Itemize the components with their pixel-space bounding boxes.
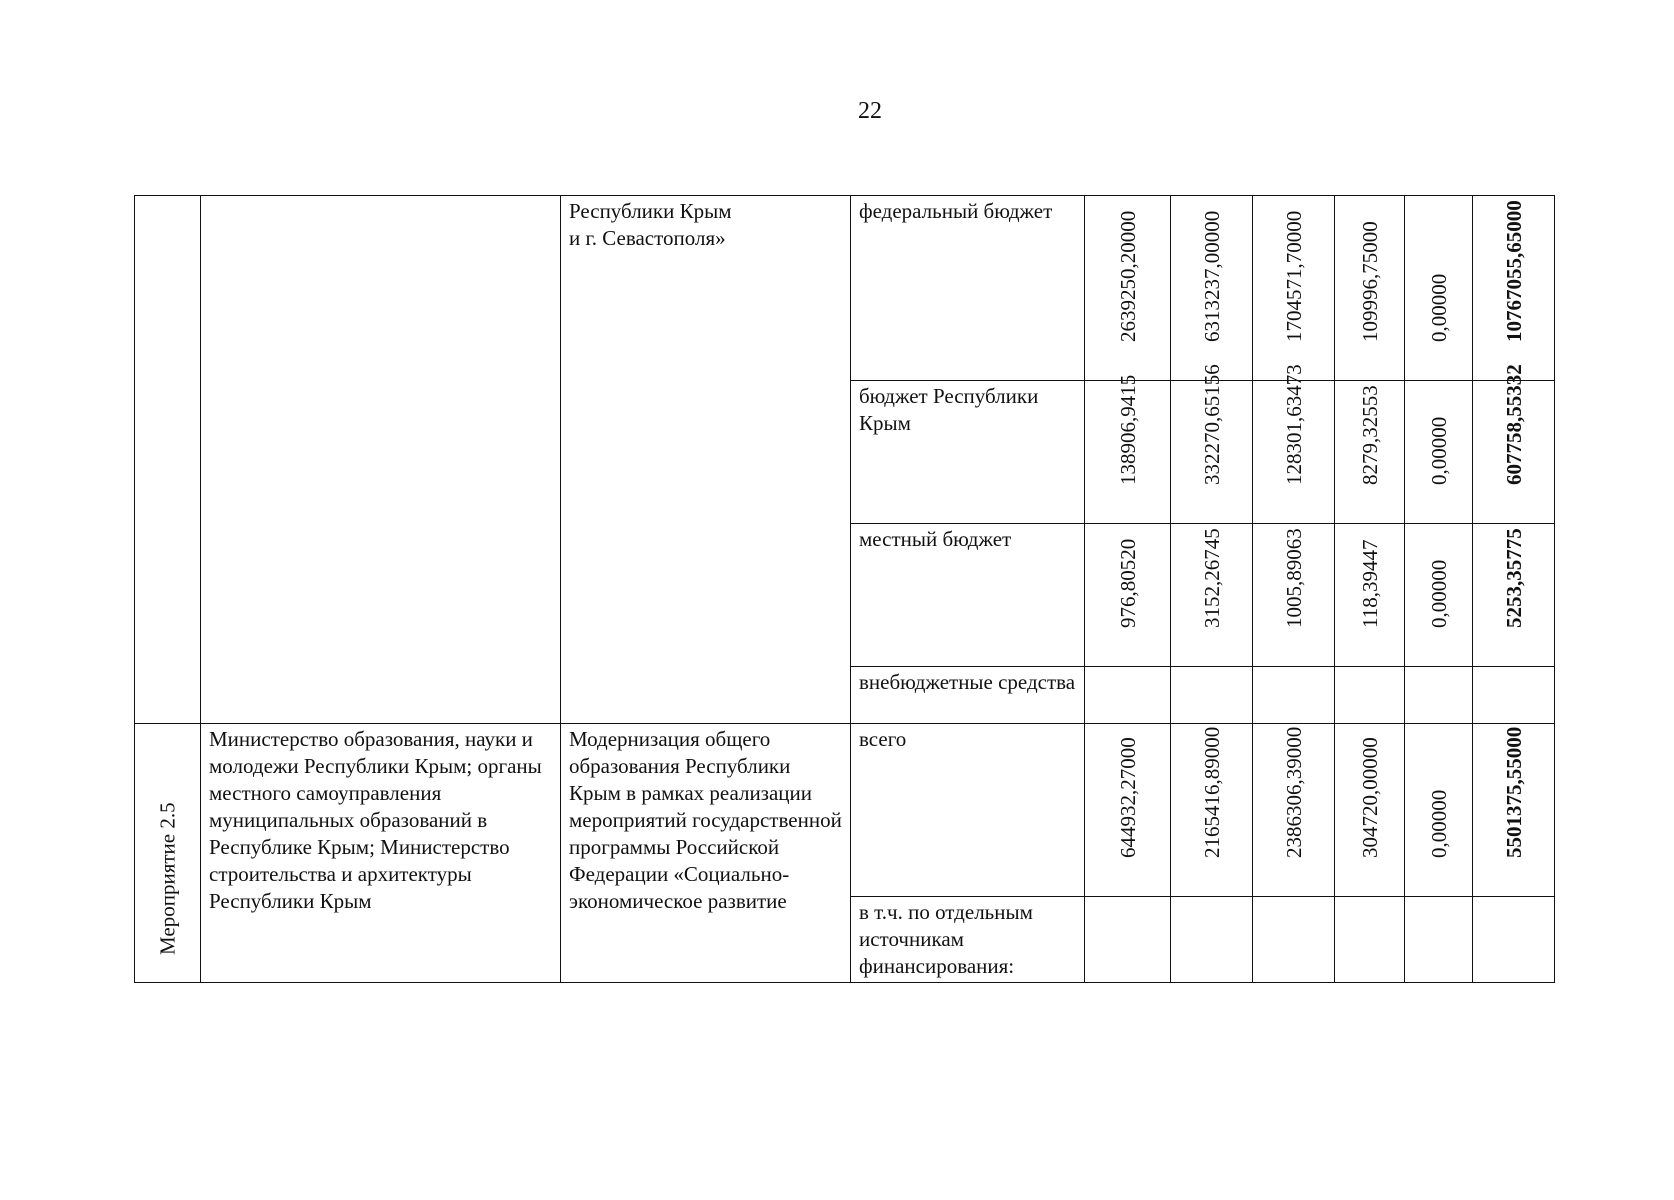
value-cell: 0,00000 (1405, 524, 1473, 667)
value-cell: 6313237,00000 (1171, 196, 1253, 381)
value-cell (1253, 897, 1335, 983)
value-cell (1253, 667, 1335, 724)
value-cell: 2386306,39000 (1253, 724, 1335, 897)
value-cell: 128301,63473 (1253, 381, 1335, 524)
page-number: 22 (858, 98, 882, 124)
executors-cell-continued (201, 196, 561, 724)
value-cell (1171, 897, 1253, 983)
measure-name-continued: Республики Крым и г. Севастополя» (561, 196, 851, 724)
financing-table (134, 195, 1555, 983)
value-cell: 644932,27000 (1085, 724, 1171, 897)
source-cell: федеральный бюджет (851, 196, 1085, 381)
value-cell: 0,00000 (1405, 724, 1473, 897)
value-cell: 118,39447 (1335, 524, 1405, 667)
value-cell (1085, 897, 1171, 983)
measure-label-cell: Мероприятие 2.5 (135, 724, 201, 983)
total-cell (1473, 667, 1555, 724)
total-cell: 607758,55332 (1473, 381, 1555, 524)
value-cell: 2165416,89000 (1171, 724, 1253, 897)
source-cell: местный бюджет (851, 524, 1085, 667)
value-cell: 976,80520 (1085, 524, 1171, 667)
value-cell: 1005,89063 (1253, 524, 1335, 667)
value-cell: 0,00000 (1405, 381, 1473, 524)
source-cell: в т.ч. по отдельным источникам финансирования: (851, 897, 1085, 983)
total-cell: 5501375,55000 (1473, 724, 1555, 897)
value-cell: 304720,00000 (1335, 724, 1405, 897)
value-cell (1171, 667, 1253, 724)
value-cell (1405, 667, 1473, 724)
value-cell: 1704571,70000 (1253, 196, 1335, 381)
measure-cell-continued (135, 196, 201, 724)
value-cell (1085, 667, 1171, 724)
value-cell: 8279,32553 (1335, 381, 1405, 524)
source-cell: всего (851, 724, 1085, 897)
value-cell (1405, 897, 1473, 983)
value-cell: 332270,65156 (1171, 381, 1253, 524)
value-cell: 0,00000 (1405, 196, 1473, 381)
value-cell (1335, 897, 1405, 983)
value-cell: 109996,75000 (1335, 196, 1405, 381)
total-cell: 5253,35775 (1473, 524, 1555, 667)
measure-name-cell: Модернизация общего образования Республики Крым в рамках реализации мероприятий государственной программы Российской Федерации «Социально-экономическое развитие (561, 724, 851, 983)
value-cell: 2639250,20000 (1085, 196, 1171, 381)
value-cell: 138906,9415 (1085, 381, 1171, 524)
executors-cell: Министерство образования, науки и молодежи Республики Крым; органы местного самоуправления муниципальных образований в Республике Крым; Министерство строительства и архитектуры Республики Крым (201, 724, 561, 983)
value-cell (1335, 667, 1405, 724)
source-cell: бюджет Республики Крым (851, 381, 1085, 524)
table-row (135, 196, 1555, 381)
total-cell (1473, 897, 1555, 983)
total-cell: 10767055,65000 (1473, 196, 1555, 381)
source-cell: внебюджетные средства (851, 667, 1085, 724)
value-cell: 3152,26745 (1171, 524, 1253, 667)
table-row (135, 724, 1555, 897)
